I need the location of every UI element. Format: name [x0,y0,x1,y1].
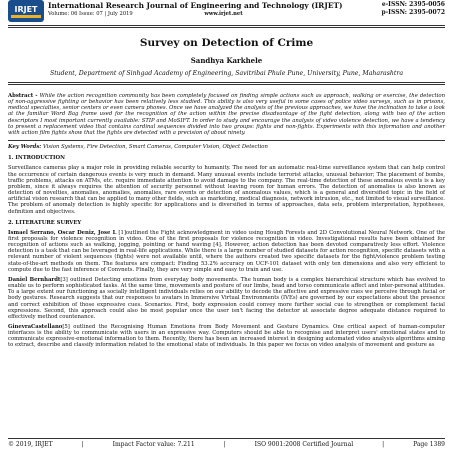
introduction-paragraph: Surveillance cameras play a major role in providing reliable security to humanity. The need for an automatic real-time surveillance system that can help control the occurrence of certain dangerous events is very much in demand. Many unusual events include terrorist attacks, unusual behavior; The placement of bombs, traffic problems, attacks on ATMs, etc. require immediate attention to avoid damage to the company. The real-time detection of these anomalous events is a key problem, since it always requires the attention of security personnel without leaving room for human errors. The detection of anomalies is also known as detection of novelties, anomalies, anomalies, anomalies, rare events or detection of anomalous values, which is a general and diversified topic in the field of artificial vision research that can be applied to many other fields, such as marketing, medical diagnosis, network intrusion, etc., not limited to visual surveillance. The problem of anomaly detection is highly specific for applications and is diversified in terms of approaches, data sets, problem interpretation, hypotheses, definition and objectives. [8,165,445,215]
footer-divider [8,438,445,439]
irjet-logo-icon [8,0,44,22]
abstract [8,93,445,136]
logo-text: IRJET [14,5,38,14]
survey-paragraph-1-authors: Ismael Serrano, Oscar Deniz, Jose L [8,229,117,236]
paper-body [8,93,445,353]
abstract-label: Abstract - [8,93,40,99]
section-introduction-heading: 1. INTRODUCTION [8,155,65,162]
p-issn: p-ISSN: 2395-0072 [381,9,445,16]
volume-issue: Volume: 06 Issue: 07 | July 2019 [48,11,133,17]
footer-impact-factor: Impact Factor value: 7.211 [112,441,195,448]
affiliation-divider [8,82,445,83]
survey-paragraph-1: Ismael Serrano, Oscar Deniz, Jose L [1]outlined the Fight acknowledgment in video using Hough Forests and 2D Convolutional Neural Network. One of the first proposals for violence recognition in video. One of the first proposals for violence recognition in video. Investigational results have been obtained for recognition of actions such as walking, jogging, pointing or hand waving [4]. However, action detection has been devoted comparatively less effort. Violence detection is a task that can be leveraged in real-life applications. While there is a large number of studied datasets for action recognition, specific datasets with a relevant number of violent sequences (fights) were not available until, where the authors created two specific datasets for the fight/violence problem testing state-of-the-art methods on them. The features are compact: Finding 53.2% accuracy on UCF-101 dataset with only ten dimensions and also very efficient to compute due to the fast inference of Convnets. Finally, they are very simple and easy to train and use. [8,229,446,273]
header-divider-2 [8,27,445,28]
header-divider [8,25,445,26]
journal-name: International Research Journal of Engineering and Technology (IRJET) [48,1,343,10]
footer-page-number: Page 1389 [413,441,445,448]
affiliation-divider-2 [8,84,445,85]
author-name: Sandhya Karkhele [190,56,263,65]
survey-paragraph-2: Daniel Bernhardt[3] outlined Detecting emotions from everyday body movements. The human body is a complex hierarchical structure which has evolved to enable us to perform sophisticated tasks. At the same time, movements and posture of our limbs, head and torso communicate affect and inter-personal attitudes. To a large extent our functioning as socially intelligent individuals relies on our ability to decode the affective and expressive cues we perceive through facial or body gestures. Research suggests that our responses to avatars in Immersive Virtual Environments (IVEs) are governed by our expectations about the presence and correct exhibition of those expressive cues. Scenarios. First, body expression could convey more further social cue to strengthen or complement facial expressions. Second, this approach could also be most popular once the user isn't facing the detector at associate degree adequate distance required to effectively method countenance. [8,276,445,320]
keywords [8,144,445,150]
abstract-divider [8,140,445,141]
author-affiliation: Student, Department of Sinhgad Academy of Engineering, Savitribai Phule Pune, University, Pune, Maharashtra [49,70,404,77]
keywords-text: Vision Systems, Fire Detection, Smart Cameras, Computer Vision, Object Detection [41,144,268,151]
footer-iso: ISO 9001:2008 Certified Journal [254,441,354,448]
paper-title: Survey on Detection of Crime [139,37,314,49]
survey-paragraph-2-authors: Daniel Bernhardt [8,276,61,283]
footer-copyright: © 2019, IRJET [8,441,53,448]
page-footer: © 2019, IRJET | Impact Factor value: 7.211 | ISO 9001:2008 Certified Journal | Page 1389 [8,441,445,448]
journal-header [8,0,445,24]
abstract-text: While the action recognition community has been completely focused on finding simple actions such as approach, walking or exercise, the detection of non-aggressive fighting or behavior has been relatively less studied. This ability is also very useful in some cases of police video surveys, such as in prisons, medical specialties, senior centers or even camera phones. Once we have analyzed the analysis of the previous approaches, we have the inclination to take a look at the familiar Word Bag frame used for the recognition of the action within the precise disadvantage of the fight detection, along with two of the action descriptors I most important currently available: STIP and MoSIFT. In order to study and encourage the analysis of video violence detection, we have a tendency to present a replacement video that contains cardinal sequences divided into two groups: fights and non-fights. Experiments with this information and another with action film fights show that the fights are detected with a precision of about ninety. [8,93,445,136]
survey-paragraph-3: GinevraCastellano[5] outlined the Recognising Human Emotions from Body Movement and Gesture Dynamics. One critical aspect of human-computer interfaces is the ability to communicate with users in an expressive way. Computers should be able to recognise and interpret users' emotional states and to communicate expressive-emotional information to them. Recently, there has been an increased interest in designing automated video analysis algorithms aiming to extract, describe and classify information related to the emotional state of individuals. In this paper we focus on video analysis of movement and gesture as [8,324,445,349]
survey-paragraph-3-authors: GinevraCastellano [8,324,63,330]
keywords-label: Key Words: [8,144,42,151]
e-issn: e-ISSN: 2395-0056 [381,1,445,8]
journal-website-link[interactable]: www.irjet.net [204,11,243,17]
section-literature-survey-heading: 2. LITERATURE SURVEY [8,219,82,226]
